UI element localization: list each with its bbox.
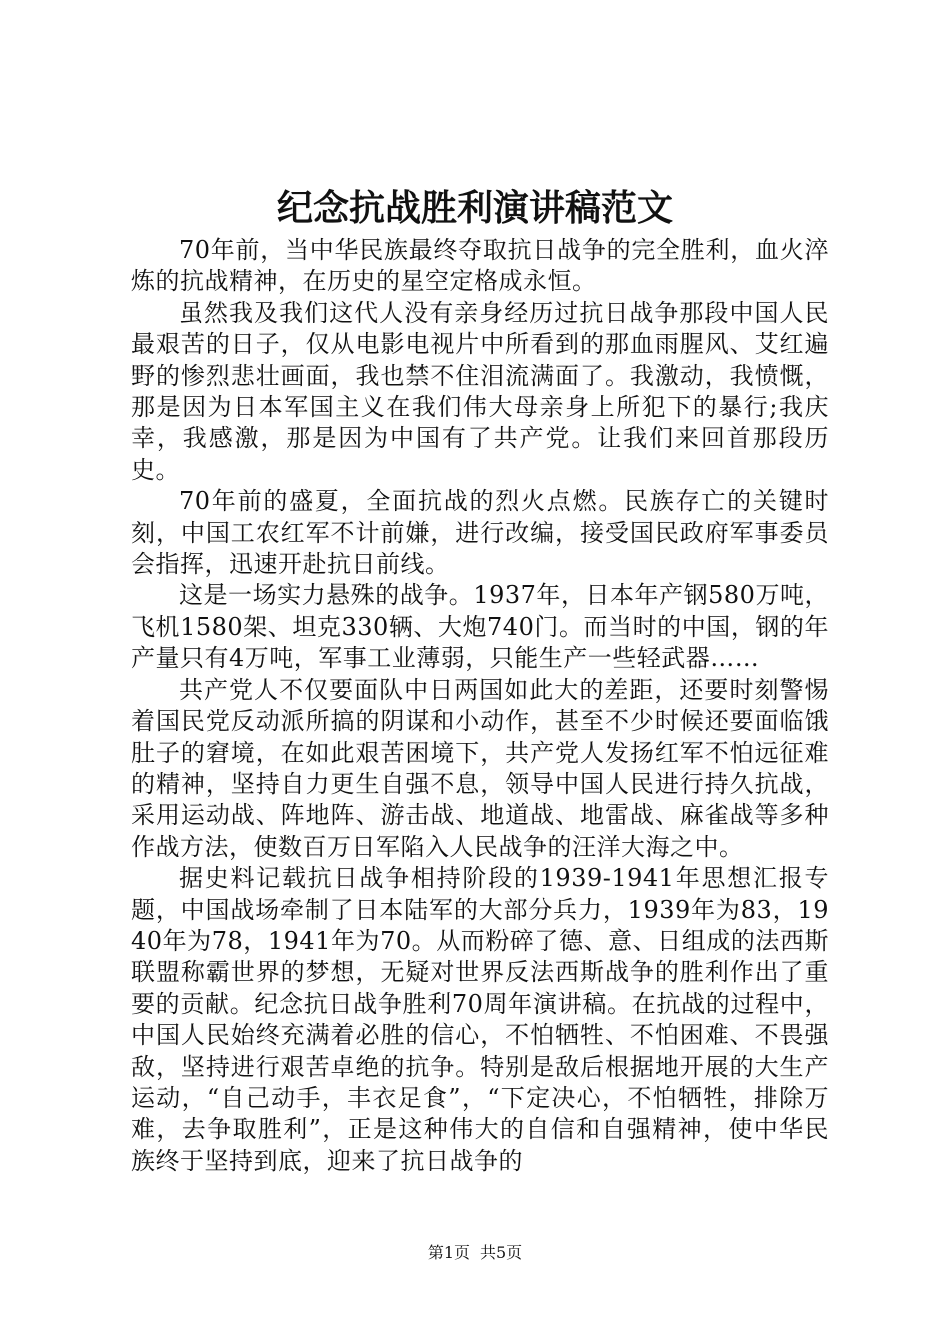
page-total: 共5页 [480,1243,523,1262]
paragraph: 据史料记载抗日战争相持阶段的1939-1941年思想汇报专题，中国战场牵制了日本陆军的大部分兵力，1939年为83，1940年为78，1941年为70。从而粉碎了德、意、日组成的法西斯联盟称霸世界的梦想，无疑对世界反法西斯战争的胜利作出了重要的贡献。纪念抗日战争胜利70周年演讲稿。在抗战的过程中，中国人民始终充满着必胜的信心，不怕牺牲、不怕困难、不畏强敌，坚持进行艰苦卓绝的抗争。特别是敌后根据地开展的大生产运动，“自己动手，丰衣足食”，“下定决心，不怕牺牲，排除万难，去争取胜利”，正是这种伟大的自信和自强精神，使中华民族终于坚持到底，迎来了抗日战争的 [131,864,829,1175]
document-body [131,235,829,1177]
paragraph: 70年前，当中华民族最终夺取抗日战争的完全胜利，血火淬炼的抗战精神，在历史的星空定格成永恒。 [131,236,829,296]
document-title: 纪念抗战胜利演讲稿范文 [276,187,673,229]
paragraph: 虽然我及我们这代人没有亲身经历过抗日战争那段中国人民最艰苦的日子，仅从电影电视片中所看到的那血雨腥风、艾红遍野的惨烈悲壮画面，我也禁不住泪流满面了。我激动，我愤慨，那是因为日本军国主义在我们伟大母亲身上所犯下的暴行;我庆幸，我感激，那是因为中国有了共产党。让我们来回首那段历史。 [131,298,829,484]
page-number: 第1页 [427,1243,470,1262]
paragraph: 共产党人不仅要面队中日两国如此大的差距，还要时刻警惕着国民党反动派所搞的阴谋和小动作，甚至不少时候还要面临饿肚子的窘境，在如此艰苦困境下，共产党人发扬红军不怕远征难的精神，坚持自力更生自强不息，领导中国人民进行持久抗战，采用运动战、阵地阵、游击战、地道战、地雷战、麻雀战等多种作战方法，使数百万日军陷入人民战争的汪洋大海之中。 [131,675,829,861]
paragraph: 这是一场实力悬殊的战争。1937年，日本年产钢580万吨，飞机1580架、坦克330辆、大炮740门。而当时的中国，钢的年产量只有4万吨，军事工业薄弱，只能生产一些轻武器…… [131,581,829,673]
paragraph: 70年前的盛夏，全面抗战的烈火点燃。民族存亡的关键时刻，中国工农红军不计前嫌，进行改编，接受国民政府军事委员会指挥，迅速开赴抗日前线。 [131,487,829,579]
page-footer [0,1242,950,1264]
